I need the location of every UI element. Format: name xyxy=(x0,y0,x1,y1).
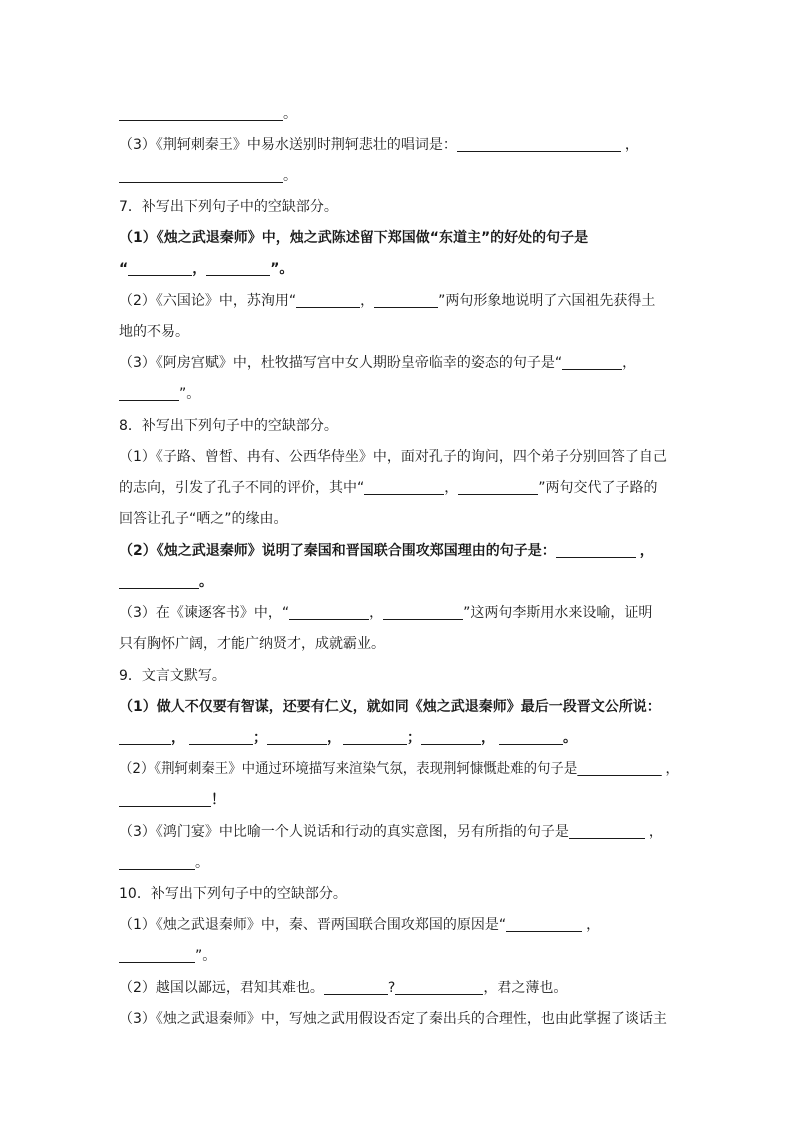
question-8-1-cont: 的志向，引发了孔子不同的评价，其中“ ， ”两句交代了子路的 xyxy=(119,480,658,496)
answer-blank[interactable] xyxy=(206,261,270,276)
question-8-title: 8．补写出下列句子中的空缺部分。 xyxy=(119,418,338,434)
answer-blank[interactable] xyxy=(267,730,327,745)
answer-blank[interactable] xyxy=(119,855,195,870)
answer-blank[interactable] xyxy=(189,730,253,745)
question-7-3: （3）《阿房宫赋》中，杜牧描写宫中女人期盼皇帝临幸的姿态的句子是“ ， xyxy=(119,355,637,371)
question-10-3: （3）《烛之武退秦师》中，写烛之武用假设否定了秦出兵的合理性，也由此掌握了谈话主 xyxy=(119,1011,667,1027)
question-9-1: （1）做人不仅要有智谋，还要有仁义，就如同《烛之武退秦师》最后一段晋文公所说： xyxy=(119,699,661,715)
answer-blank[interactable] xyxy=(119,106,283,121)
question-9-1-answers: ， ； ， ； ， 。 xyxy=(119,728,679,748)
answer-blank[interactable] xyxy=(119,386,179,401)
answer-blank[interactable] xyxy=(119,730,171,745)
answer-blank[interactable] xyxy=(119,792,211,807)
question-9-3: （3）《鸿门宴》中比喻一个人说话和行动的真实意图，另有所指的句子是 ， xyxy=(119,824,663,840)
question-9-2-cont: ！ xyxy=(119,790,679,810)
answer-blank[interactable] xyxy=(458,480,538,495)
question-7-title: 7．补写出下列句子中的空缺部分。 xyxy=(119,199,338,215)
answer-blank[interactable] xyxy=(343,730,407,745)
answer-blank[interactable] xyxy=(364,480,444,495)
answer-blank[interactable] xyxy=(324,980,388,995)
answer-blank[interactable] xyxy=(296,293,360,308)
question-7-3-cont: ”。 xyxy=(119,384,679,404)
question-10-1: （1）《烛之武退秦师》中，秦、晋两国联合围攻郑国的原因是“ ， xyxy=(119,917,601,933)
question-9-2: （2）《荆轲刺秦王》中通过环境描写来渲染气氛，表现荆轲慷慨赴难的句子是 ， xyxy=(119,761,679,777)
question-9-title: 9．文言文默写。 xyxy=(119,668,226,684)
question-8-2-cont: 。 xyxy=(119,572,679,592)
question-10-2: （2）越国以鄙远，君知其难也。 ? ，君之薄也。 xyxy=(119,980,568,996)
answer-blank[interactable] xyxy=(421,730,481,745)
question-8-1: （1）《子路、曾皙、冉有、公西华侍坐》中，面对孔子的询问，四个弟子分别回答了自己 xyxy=(119,449,667,465)
answer-blank[interactable] xyxy=(119,574,199,589)
question-8-3: （3）在《谏逐客书》中，“ ， ”这两句李斯用水来设喻，证明 xyxy=(119,605,653,621)
question-7-1: （1）《烛之武退秦师》中，烛之武陈述留下郑国做“东道主”的好处的句子是 xyxy=(119,230,589,246)
question-7-1-answers: “ ， ”。 xyxy=(119,261,294,277)
answer-blank[interactable] xyxy=(383,605,463,620)
answer-blank[interactable] xyxy=(119,948,195,963)
question-7-2-cont: 地的不易。 xyxy=(119,324,189,340)
answer-blank[interactable] xyxy=(569,824,645,839)
answer-line-2: 。 xyxy=(119,166,679,186)
answer-blank[interactable] xyxy=(128,261,192,276)
answer-blank[interactable] xyxy=(119,168,283,183)
answer-blank[interactable] xyxy=(556,543,636,558)
question-8-1-cont2: 回答让孔子“哂之”的缘由。 xyxy=(119,511,288,527)
question-8-2: （2）《烛之武退秦师》说明了秦国和晋国联合围攻郑国理由的句子是： ， xyxy=(119,543,654,559)
question-8-3-cont: 只有胸怀广阔，才能广纳贤才，成就霸业。 xyxy=(119,636,385,652)
question-10-title: 10．补写出下列句子中的空缺部分。 xyxy=(119,886,347,902)
answer-blank[interactable] xyxy=(499,730,563,745)
answer-blank[interactable] xyxy=(374,293,438,308)
question-7-2: （2）《六国论》中，苏洵用“ ， ”两句形象地说明了六国祖先获得土 xyxy=(119,293,656,309)
answer-blank[interactable] xyxy=(457,137,621,152)
answer-blank[interactable] xyxy=(562,355,622,370)
answer-line-1: 。 xyxy=(119,104,679,124)
question-9-3-cont: 。 xyxy=(119,853,679,873)
question-10-1-cont: ”。 xyxy=(119,946,679,966)
answer-blank[interactable] xyxy=(289,605,369,620)
answer-blank[interactable] xyxy=(506,917,582,932)
question-6-3: （3）《荆轲刺秦王》中易水送别时荆轲悲壮的唱词是： ， xyxy=(119,137,639,153)
answer-blank[interactable] xyxy=(577,761,661,776)
answer-blank[interactable] xyxy=(395,980,483,995)
